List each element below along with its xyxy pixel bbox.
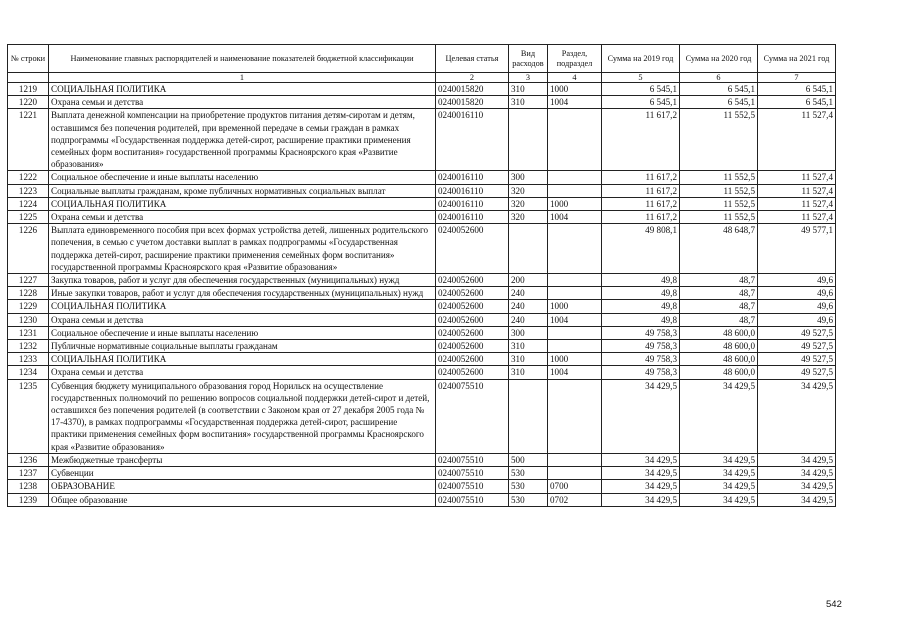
table-row (8, 326, 836, 339)
target-article-cell: 0240052600 (436, 313, 509, 326)
row-number-cell: 1232 (8, 340, 49, 353)
table-header-row (8, 45, 836, 73)
sum-2019-cell: 49,8 (602, 274, 680, 287)
column-number: 1 (49, 73, 436, 83)
sum-2021-cell: 34 429,5 (758, 467, 836, 480)
name-cell: Субвенции (49, 467, 436, 480)
name-cell: СОЦИАЛЬНАЯ ПОЛИТИКА (49, 197, 436, 210)
row-number-cell: 1223 (8, 184, 49, 197)
sum-2020-cell: 48,7 (680, 287, 758, 300)
sum-2019-cell: 49 758,3 (602, 326, 680, 339)
section-cell: 1004 (548, 313, 602, 326)
sum-2019-cell: 34 429,5 (602, 493, 680, 506)
expense-type-cell: 240 (509, 287, 548, 300)
target-article-cell: 0240015820 (436, 96, 509, 109)
expense-type-cell: 300 (509, 326, 548, 339)
sum-2020-cell: 48 600,0 (680, 340, 758, 353)
table-row (8, 287, 836, 300)
row-number-cell: 1233 (8, 353, 49, 366)
row-number-cell: 1224 (8, 197, 49, 210)
sum-2019-cell: 6 545,1 (602, 96, 680, 109)
row-number-cell: 1234 (8, 366, 49, 379)
table-row (8, 493, 836, 506)
expense-type-cell: 530 (509, 467, 548, 480)
name-cell: Социальные выплаты гражданам, кроме публичных нормативных социальных выплат (49, 184, 436, 197)
table-row (8, 109, 836, 171)
table-row (8, 353, 836, 366)
row-number-cell: 1226 (8, 224, 49, 274)
table-row (8, 96, 836, 109)
sum-2020-cell: 48 600,0 (680, 366, 758, 379)
sum-2020-cell: 11 552,5 (680, 184, 758, 197)
sum-2021-cell: 49,6 (758, 274, 836, 287)
expense-type-cell: 530 (509, 480, 548, 493)
table-row (8, 366, 836, 379)
sum-2021-cell: 49 527,5 (758, 326, 836, 339)
sum-2020-cell: 6 545,1 (680, 83, 758, 96)
sum-2020-cell: 48,7 (680, 313, 758, 326)
name-cell: СОЦИАЛЬНАЯ ПОЛИТИКА (49, 83, 436, 96)
sum-2019-cell: 11 617,2 (602, 171, 680, 184)
row-number-cell: 1237 (8, 467, 49, 480)
sum-2021-cell: 49,6 (758, 313, 836, 326)
target-article-cell: 0240052600 (436, 340, 509, 353)
sum-2021-cell: 11 527,4 (758, 171, 836, 184)
name-cell: Субвенция бюджету муниципального образования город Норильск на осуществление государственных полномочий по решению вопросов социальной поддержки детей-сирот и детей, оставшихся без попечения родителей (в соответствии с Законом края от 27 декабря 2005 года № 17-4370), в рамках подпрограммы «Государственная поддержка детей-сирот, расширение практики применения семейных форм воспитания» государственной программы Красноярского края «Развитие образования» (49, 379, 436, 453)
sum-2020-cell: 34 429,5 (680, 379, 758, 453)
table-row (8, 340, 836, 353)
sum-2020-cell: 48 600,0 (680, 326, 758, 339)
sum-2019-cell: 11 617,2 (602, 109, 680, 171)
sum-2019-cell: 49 758,3 (602, 366, 680, 379)
section-cell: 1000 (548, 83, 602, 96)
section-cell (548, 326, 602, 339)
header-section: Раздел, подраздел (548, 45, 602, 73)
sum-2021-cell: 11 527,4 (758, 197, 836, 210)
section-cell (548, 453, 602, 466)
sum-2020-cell: 6 545,1 (680, 96, 758, 109)
target-article-cell: 0240015820 (436, 83, 509, 96)
name-cell: Общее образование (49, 493, 436, 506)
table-row (8, 313, 836, 326)
sum-2019-cell: 49 758,3 (602, 340, 680, 353)
sum-2019-cell: 49 808,1 (602, 224, 680, 274)
sum-2021-cell: 34 429,5 (758, 480, 836, 493)
name-cell: СОЦИАЛЬНАЯ ПОЛИТИКА (49, 353, 436, 366)
sum-2020-cell: 11 552,5 (680, 171, 758, 184)
name-cell: Социальное обеспечение и иные выплаты населению (49, 171, 436, 184)
row-number-cell: 1227 (8, 274, 49, 287)
sum-2021-cell: 11 527,4 (758, 109, 836, 171)
column-number: 2 (436, 73, 509, 83)
sum-2019-cell: 34 429,5 (602, 379, 680, 453)
header-name: Наименование главных распорядителей и наименование показателей бюджетной классификации (49, 45, 436, 73)
sum-2021-cell: 34 429,5 (758, 493, 836, 506)
expense-type-cell: 500 (509, 453, 548, 466)
sum-2020-cell: 34 429,5 (680, 493, 758, 506)
sum-2021-cell: 49,6 (758, 300, 836, 313)
expense-type-cell: 310 (509, 340, 548, 353)
sum-2019-cell: 49,8 (602, 287, 680, 300)
section-cell: 0702 (548, 493, 602, 506)
expense-type-cell: 310 (509, 96, 548, 109)
column-number-row (8, 73, 836, 83)
sum-2019-cell: 34 429,5 (602, 480, 680, 493)
row-number-cell: 1222 (8, 171, 49, 184)
target-article-cell: 0240052600 (436, 366, 509, 379)
table-row (8, 379, 836, 453)
column-number: 5 (602, 73, 680, 83)
sum-2021-cell: 49,6 (758, 287, 836, 300)
sum-2021-cell: 34 429,5 (758, 453, 836, 466)
sum-2021-cell: 6 545,1 (758, 83, 836, 96)
name-cell: Межбюджетные трансферты (49, 453, 436, 466)
expense-type-cell: 320 (509, 211, 548, 224)
expense-type-cell: 320 (509, 197, 548, 210)
table-row (8, 224, 836, 274)
row-number-cell: 1221 (8, 109, 49, 171)
expense-type-cell: 300 (509, 171, 548, 184)
table-row (8, 171, 836, 184)
section-cell (548, 274, 602, 287)
target-article-cell: 0240075510 (436, 379, 509, 453)
expense-type-cell (509, 224, 548, 274)
row-number-cell: 1238 (8, 480, 49, 493)
section-cell (548, 467, 602, 480)
header-sum-2020: Сумма на 2020 год (680, 45, 758, 73)
sum-2019-cell: 49,8 (602, 313, 680, 326)
sum-2021-cell: 34 429,5 (758, 379, 836, 453)
section-cell: 1000 (548, 353, 602, 366)
sum-2020-cell: 34 429,5 (680, 467, 758, 480)
name-cell: Закупка товаров, работ и услуг для обеспечения государственных (муниципальных) нужд (49, 274, 436, 287)
sum-2020-cell: 48,7 (680, 300, 758, 313)
expense-type-cell (509, 379, 548, 453)
sum-2019-cell: 49,8 (602, 300, 680, 313)
expense-type-cell: 240 (509, 300, 548, 313)
section-cell: 1004 (548, 366, 602, 379)
target-article-cell: 0240052600 (436, 300, 509, 313)
table-row (8, 453, 836, 466)
section-cell: 1000 (548, 197, 602, 210)
table-row (8, 274, 836, 287)
sum-2021-cell: 11 527,4 (758, 211, 836, 224)
sum-2020-cell: 11 552,5 (680, 109, 758, 171)
section-cell: 1004 (548, 211, 602, 224)
table-row (8, 211, 836, 224)
section-cell (548, 109, 602, 171)
sum-2021-cell: 49 527,5 (758, 366, 836, 379)
sum-2020-cell: 11 552,5 (680, 197, 758, 210)
target-article-cell: 0240052600 (436, 224, 509, 274)
section-cell: 1000 (548, 300, 602, 313)
sum-2020-cell: 34 429,5 (680, 480, 758, 493)
page-number: 542 (826, 599, 842, 610)
name-cell: Охрана семьи и детства (49, 211, 436, 224)
target-article-cell: 0240075510 (436, 493, 509, 506)
column-number (8, 73, 49, 83)
table-row (8, 197, 836, 210)
sum-2019-cell: 11 617,2 (602, 184, 680, 197)
header-target-article: Целевая статья (436, 45, 509, 73)
column-number: 7 (758, 73, 836, 83)
header-sum-2021: Сумма на 2021 год (758, 45, 836, 73)
sum-2020-cell: 48 648,7 (680, 224, 758, 274)
target-article-cell: 0240052600 (436, 353, 509, 366)
name-cell: Социальное обеспечение и иные выплаты населению (49, 326, 436, 339)
sum-2021-cell: 11 527,4 (758, 184, 836, 197)
target-article-cell: 0240052600 (436, 326, 509, 339)
expense-type-cell: 310 (509, 353, 548, 366)
expense-type-cell: 320 (509, 184, 548, 197)
row-number-cell: 1225 (8, 211, 49, 224)
target-article-cell: 0240016110 (436, 197, 509, 210)
target-article-cell: 0240016110 (436, 211, 509, 224)
table-row (8, 184, 836, 197)
sum-2019-cell: 34 429,5 (602, 467, 680, 480)
row-number-cell: 1230 (8, 313, 49, 326)
section-cell (548, 171, 602, 184)
expense-type-cell: 240 (509, 313, 548, 326)
section-cell (548, 184, 602, 197)
name-cell: Выплата единовременного пособия при всех формах устройства детей, лишенных родительского попечения, в семью с учетом доставки выплат в рамках подпрограммы «Государственная поддержка детей-сирот, расширение практики применения семейных форм воспитания» государственной программы Красноярского края «Развитие образования» (49, 224, 436, 274)
sum-2021-cell: 6 545,1 (758, 96, 836, 109)
row-number-cell: 1220 (8, 96, 49, 109)
target-article-cell: 0240016110 (436, 184, 509, 197)
sum-2020-cell: 34 429,5 (680, 453, 758, 466)
section-cell (548, 224, 602, 274)
target-article-cell: 0240075510 (436, 480, 509, 493)
sum-2019-cell: 49 758,3 (602, 353, 680, 366)
target-article-cell: 0240016110 (436, 171, 509, 184)
sum-2020-cell: 48,7 (680, 274, 758, 287)
name-cell: СОЦИАЛЬНАЯ ПОЛИТИКА (49, 300, 436, 313)
sum-2020-cell: 48 600,0 (680, 353, 758, 366)
section-cell (548, 340, 602, 353)
sum-2019-cell: 11 617,2 (602, 197, 680, 210)
table-row (8, 83, 836, 96)
expense-type-cell: 310 (509, 83, 548, 96)
column-number: 6 (680, 73, 758, 83)
name-cell: ОБРАЗОВАНИЕ (49, 480, 436, 493)
section-cell: 1004 (548, 96, 602, 109)
name-cell: Охрана семьи и детства (49, 313, 436, 326)
header-sum-2019: Сумма на 2019 год (602, 45, 680, 73)
section-cell (548, 379, 602, 453)
target-article-cell: 0240075510 (436, 467, 509, 480)
section-cell (548, 287, 602, 300)
row-number-cell: 1235 (8, 379, 49, 453)
expense-type-cell: 530 (509, 493, 548, 506)
header-expense-type: Вид расходов (509, 45, 548, 73)
expense-type-cell: 310 (509, 366, 548, 379)
row-number-cell: 1231 (8, 326, 49, 339)
row-number-cell: 1219 (8, 83, 49, 96)
expense-type-cell: 200 (509, 274, 548, 287)
sum-2021-cell: 49 577,1 (758, 224, 836, 274)
sum-2019-cell: 11 617,2 (602, 211, 680, 224)
section-cell: 0700 (548, 480, 602, 493)
table-row (8, 480, 836, 493)
table-row (8, 300, 836, 313)
row-number-cell: 1228 (8, 287, 49, 300)
row-number-cell: 1236 (8, 453, 49, 466)
row-number-cell: 1239 (8, 493, 49, 506)
column-number: 4 (548, 73, 602, 83)
column-number: 3 (509, 73, 548, 83)
target-article-cell: 0240016110 (436, 109, 509, 171)
name-cell: Иные закупки товаров, работ и услуг для обеспечения государственных (муниципальных) нужд (49, 287, 436, 300)
name-cell: Выплата денежной компенсации на приобретение продуктов питания детям-сиротам и детям, оставшимся без попечения родителей, при временной передаче в семьи граждан в рамках подпрограммы «Государственная поддержка детей-сирот, расширение практики применения семейных форм воспитания» государственной программы Красноярского края «Развитие образования» (49, 109, 436, 171)
target-article-cell: 0240052600 (436, 287, 509, 300)
sum-2019-cell: 6 545,1 (602, 83, 680, 96)
table-body (8, 83, 836, 507)
name-cell: Публичные нормативные социальные выплаты гражданам (49, 340, 436, 353)
name-cell: Охрана семьи и детства (49, 366, 436, 379)
header-row-number: № строки (8, 45, 49, 73)
sum-2021-cell: 49 527,5 (758, 340, 836, 353)
budget-table (7, 44, 836, 507)
name-cell: Охрана семьи и детства (49, 96, 436, 109)
sum-2020-cell: 11 552,5 (680, 211, 758, 224)
sum-2021-cell: 49 527,5 (758, 353, 836, 366)
table-row (8, 467, 836, 480)
row-number-cell: 1229 (8, 300, 49, 313)
target-article-cell: 0240052600 (436, 274, 509, 287)
expense-type-cell (509, 109, 548, 171)
sum-2019-cell: 34 429,5 (602, 453, 680, 466)
target-article-cell: 0240075510 (436, 453, 509, 466)
